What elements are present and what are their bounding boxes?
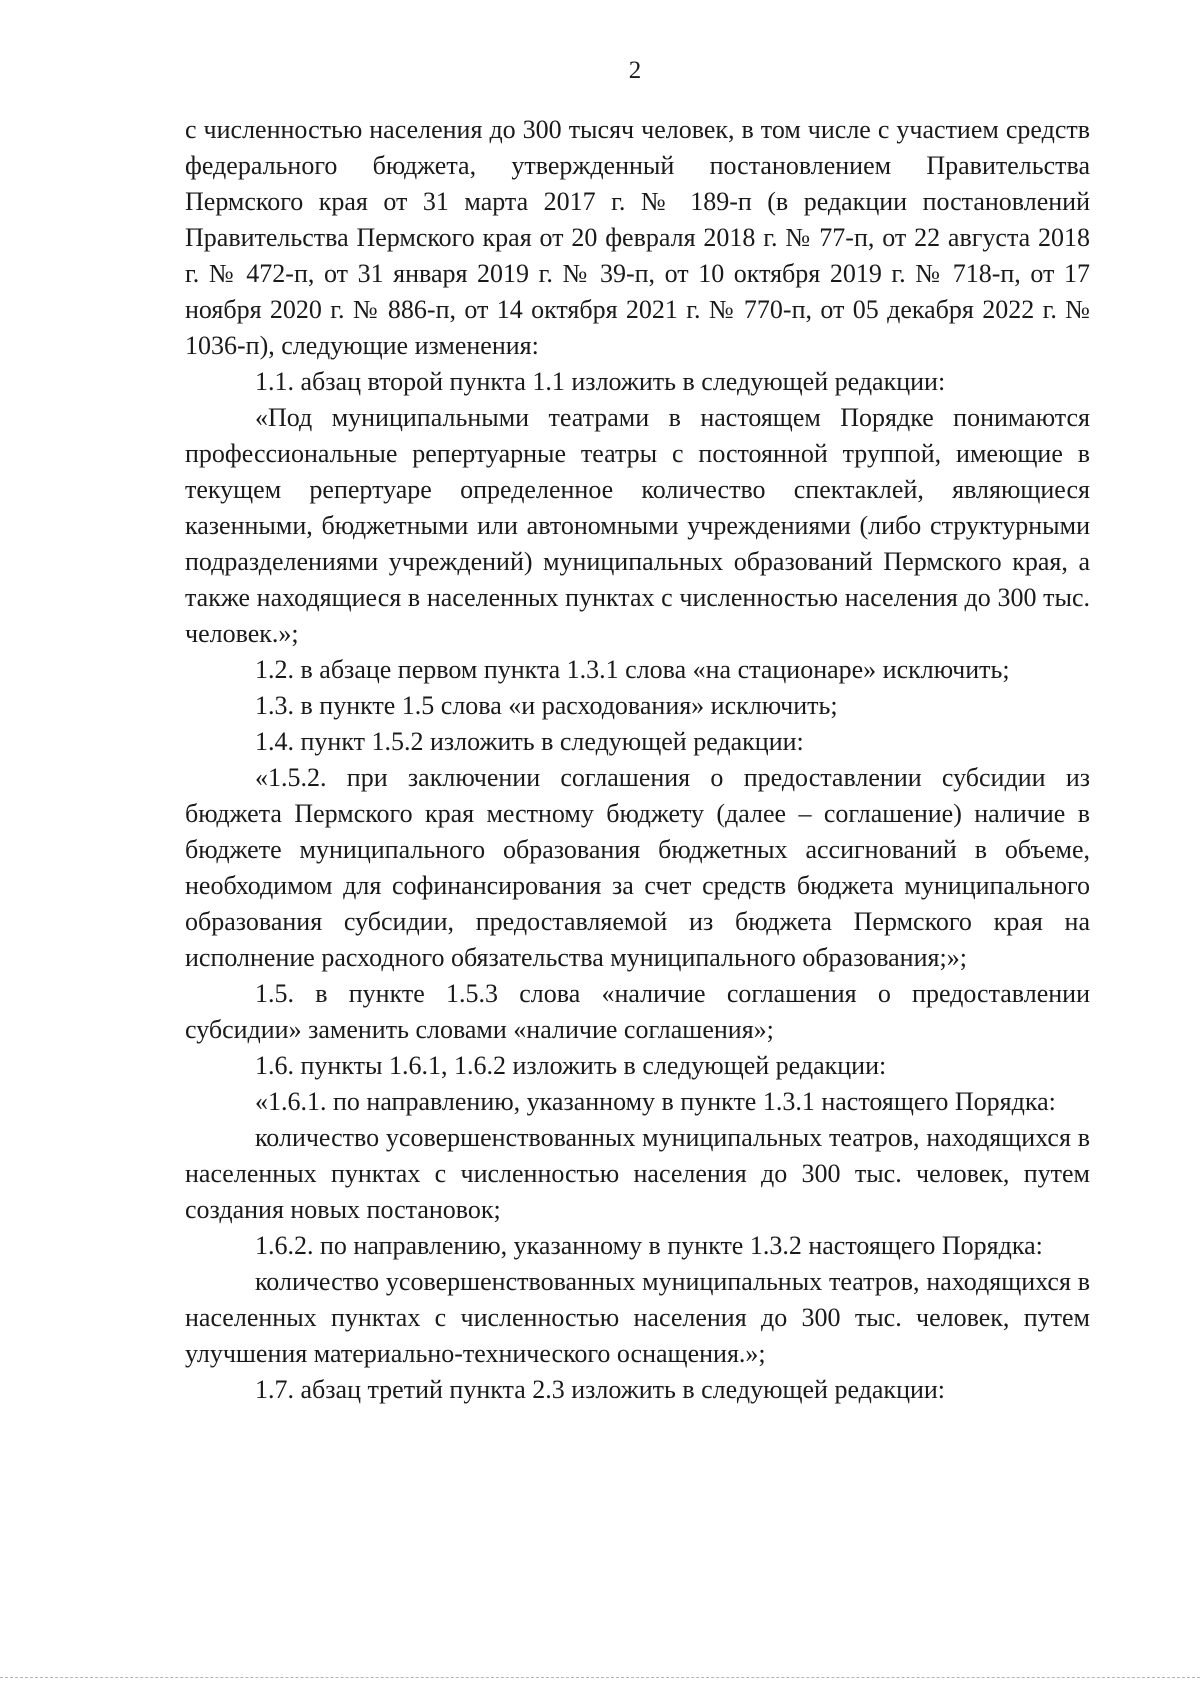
paragraph-1-6-2-indicator: количество усовершенствованных муниципальных театров, находящихся в населенных пунктах с численностью населения до 300 тыс. человек, путем улучшения материально-технического оснащения.»; [185,1267,1090,1368]
document-body [185,112,1090,1408]
paragraph-1-7: 1.7. абзац третий пункта 2.3 изложить в следующей редакции: [255,1375,946,1404]
paragraph-1-5-2-quote: «1.5.2. при заключении соглашения о предоставлении субсидии из бюджета Пермского края местному бюджету (далее – соглашение) наличие в бюджете муниципального образования бюджетных ассигнований в объеме, необходимом для софинансирования за счет средств бюджета муниципального образования субсидии, предоставляемой из бюджета Пермского края на исполнение расходного обязательства муниципального образования;»; [185,763,1090,972]
paragraph-1-5: 1.5. в пункте 1.5.3 слова «наличие соглашения о предоставлении субсидии» заменить словами «наличие соглашения»; [185,979,1090,1044]
paragraph-intro: с численностью населения до 300 тысяч человек, в том числе с участием средств федерального бюджета, утвержденный постановлением Правительства Пермского края от 31 марта 2017 г. № 189-п (в редакции постановлений Правительства Пермского края от 20 февраля 2018 г. № 77-п, от 22 августа 2018 г. № 472-п, от 31 января 2019 г. № 39-п, от 10 октября 2019 г. № 718-п, от 17 ноября 2020 г. № 886-п, от 14 октября 2021 г. № 770-п, от 05 декабря 2022 г. № 1036-п), следующие изменения: [185,115,1090,360]
paragraph-1-3: 1.3. в пункте 1.5 слова «и расходования» исключить; [255,691,838,720]
paragraph-1-1-quote: «Под муниципальными театрами в настоящем Порядке понимаются профессиональные репертуарные театры с постоянной труппой, имеющие в текущем репертуаре определенное количество спектаклей, являющиеся казенными, бюджетными или автономными учреждениями (либо структурными подразделениями учреждений) муниципальных образований Пермского края, а также находящиеся в населенных пунктах с численностью населения до 300 тыс. человек.»; [185,403,1090,648]
paragraph-1-6-1-indicator: количество усовершенствованных муниципальных театров, находящихся в населенных пунктах с численностью населения до 300 тыс. человек, путем создания новых постановок; [185,1123,1090,1224]
page-bottom-divider [0,1677,1200,1678]
paragraph-1-6: 1.6. пункты 1.6.1, 1.6.2 изложить в следующей редакции: [255,1051,887,1080]
page-number: 2 [628,57,642,84]
paragraph-1-6-2: 1.6.2. по направлению, указанному в пункте 1.3.2 настоящего Порядка: [255,1231,1043,1260]
paragraph-1-2: 1.2. в абзаце первом пункта 1.3.1 слова «на стационаре» исключить; [255,655,1010,684]
paragraph-1-4: 1.4. пункт 1.5.2 изложить в следующей редакции: [255,727,804,756]
paragraph-1-6-1: «1.6.1. по направлению, указанному в пункте 1.3.1 настоящего Порядка: [255,1087,1056,1116]
paragraph-1-1: 1.1. абзац второй пункта 1.1 изложить в следующей редакции: [255,367,946,396]
